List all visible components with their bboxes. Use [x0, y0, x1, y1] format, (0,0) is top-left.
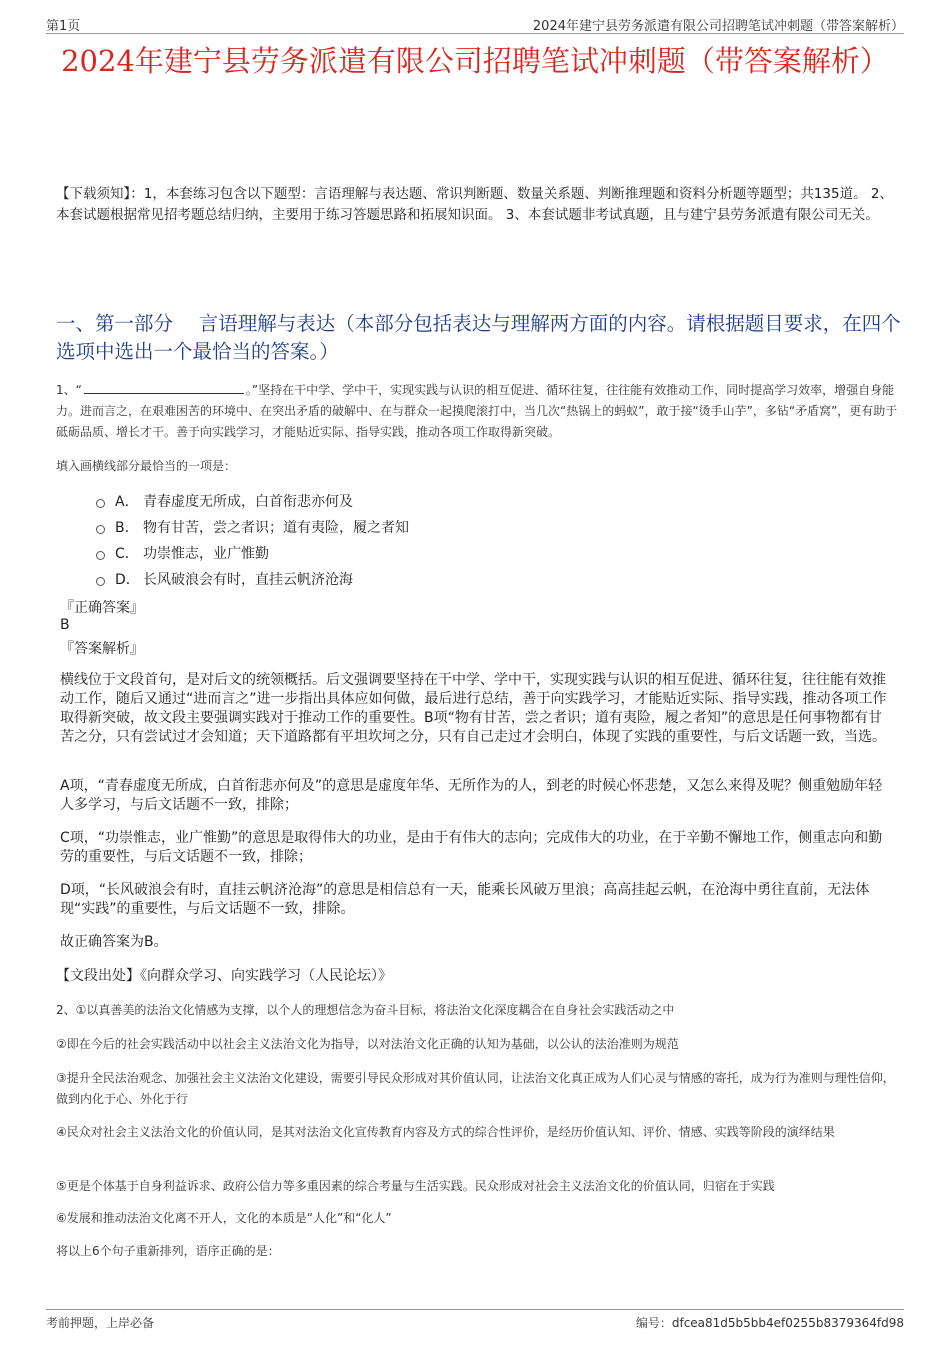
footer-divider — [46, 1309, 904, 1310]
radio-icon[interactable] — [96, 577, 105, 586]
option-c[interactable] — [96, 540, 409, 566]
option-letter: B． — [115, 520, 139, 536]
header-doc-title: 2024年建宁县劳务派遣有限公司招聘笔试冲刺题（带答案解析） — [532, 19, 904, 34]
radio-icon[interactable] — [96, 525, 105, 534]
option-letter: D． — [115, 572, 140, 588]
analysis-label: 『答案解析』 — [60, 641, 144, 657]
radio-icon[interactable] — [96, 551, 105, 560]
option-letter: C． — [115, 546, 139, 562]
question-2-prompt: 将以上6个句子重新排列，语序正确的是： — [56, 1244, 280, 1258]
radio-icon[interactable] — [96, 499, 105, 508]
analysis-paragraph: D项，“长风破浪会有时，直挂云帆济沧海”的意思是相信总有一天，能乘长风破万里浪；高高挂起云帆，在沧海中勇往直前，无法体现“实践”的重要性，与后文话题不一致，排除。 — [60, 882, 870, 917]
answer-label: 『正确答案』 — [60, 600, 144, 616]
question-2-line: ③提升全民法治观念、加强社会主义法治文化建设，需要引导民众形成对其价值认同，让法治文化真正成为人们心灵与情感的寄托，成为行为准则与理性信仰，做到内化于心、外化于行 — [56, 1071, 895, 1106]
option-d[interactable] — [96, 566, 409, 592]
header-page-number: 第1页 — [46, 19, 81, 34]
section-title: 一、第一部分 言语理解与表达（本部分包括表达与理解两方面的内容。请根据题目要求，在四个选项中选出一个最恰当的答案。） — [56, 312, 901, 363]
fill-blank-line — [84, 381, 244, 394]
option-letter: A． — [115, 494, 139, 510]
footer-slogan: 考前押题，上岸必备 — [46, 1316, 155, 1330]
analysis-paragraph: 横线位于文段首句，是对后文的统领概括。后文强调要坚持在干中学、学中干，实现实践与认识的相互促进、循环往复，往往能有效推动工作，随后又通过“进而言之”进一步指出具体应如何做，最后进行总结，善于向实践学习，才能贴近实际、指导实践，推动各项工作取得新突破，故文段主要强调实践对于推动工作的重要性。B项“物有甘苦，尝之者识；道有夷险，履之者知”的意思是任何事物都有甘苦之分，只有尝试过才会知道；天下道路都有平坦坎坷之分，只有自己走过才会明白，体现了实践的重要性，与后文话题一致，当选。 — [60, 672, 887, 745]
footer-serial-number: 编号：dfcea81d5b5bb4ef0255b8379364fd98 — [635, 1316, 904, 1330]
question-2-line: ④民众对社会主义法治文化的价值认同，是其对法治文化宣传教育内容及方式的综合性评价，是经历价值认知、评价、情感、实践等阶段的演绎结果 — [56, 1125, 835, 1139]
option-text: 长风破浪会有时，直挂云帆济沧海 — [143, 572, 353, 588]
option-b[interactable] — [96, 514, 409, 540]
analysis-conclusion: 故正确答案为B。 — [60, 934, 168, 950]
passage-source: 【文段出处】《向群众学习、向实践学习（人民论坛）》 — [56, 968, 392, 984]
question-2-line: ②即在今后的社会实践活动中以社会主义法治文化为指导，以对法治文化正确的认知为基础，以公认的法治准则为规范 — [56, 1037, 679, 1051]
question-1-prefix: 1、“ — [56, 383, 82, 397]
option-a[interactable] — [96, 488, 409, 514]
download-notice: 【下载须知】：1，本套练习包含以下题型：言语理解与表达题、常识判断题、数量关系题、判断推理题和资料分析题等题型；共135道。 2、本套试题根据常见招考题总结归纳，主要用于练习答题思路和拓展知识面。 3、本套试题非考试真题，且与建宁县劳务派遣有限公司无关。 — [56, 186, 893, 223]
question-2-line: 2、①以真善美的法治文化情感为支撑，以个人的理想信念为奋斗目标，将法治文化深度耦合在自身社会实践活动之中 — [56, 1003, 675, 1017]
analysis-paragraph: C项，“功崇惟志，业广惟勤”的意思是取得伟大的功业，是由于有伟大的志向；完成伟大的功业，在于辛勤不懈地工作，侧重志向和勤劳的重要性，与后文话题不一致，排除； — [60, 830, 883, 865]
option-text: 功崇惟志，业广惟勤 — [143, 546, 269, 562]
question-1-prompt: 填入画横线部分最恰当的一项是： — [56, 459, 237, 473]
answer-value: B — [60, 617, 70, 633]
header-divider — [46, 33, 904, 34]
question-1-stem — [56, 380, 906, 443]
analysis-paragraph: A项，“青春虚度无所成，白首衔悲亦何及”的意思是虚度年华、无所作为的人，到老的时候心怀悲楚，又怎么来得及呢？侧重勉励年轻人多学习，与后文话题不一致，排除； — [60, 778, 883, 813]
question-2-line: ⑤更是个体基于自身利益诉求、政府公信力等多重因素的综合考量与生活实践。民众形成对社会主义法治文化的价值认同，归宿在于实践 — [56, 1179, 775, 1193]
document-title: 2024年建宁县劳务派遣有限公司招聘笔试冲刺题（带答案解析） — [61, 44, 889, 78]
option-text: 物有甘苦，尝之者识；道有夷险，履之者知 — [143, 520, 409, 536]
option-text: 青春虚度无所成，白首衔悲亦何及 — [143, 494, 353, 510]
question-2-line: ⑥发展和推动法治文化离不开人，文化的本质是“人化”和“化人” — [56, 1211, 392, 1225]
question-1-options — [96, 488, 409, 592]
question-1-text: 。”坚持在干中学、学中干，实现实践与认识的相互促进、循环往复，往往能有效推动工作，同时提高学习效率，增强自身能力。进而言之，在艰难困苦的环境中、在突出矛盾的破解中、在与群众一起摸爬滚打中，当几次“热锅上的蚂蚁”，敢于接“烫手山芋”，多钻“矛盾窝”，更有助于砥砺品质、增长才干。善于向实践学习，才能贴近实际、指导实践，推动各项工作取得新突破。 — [56, 383, 898, 439]
